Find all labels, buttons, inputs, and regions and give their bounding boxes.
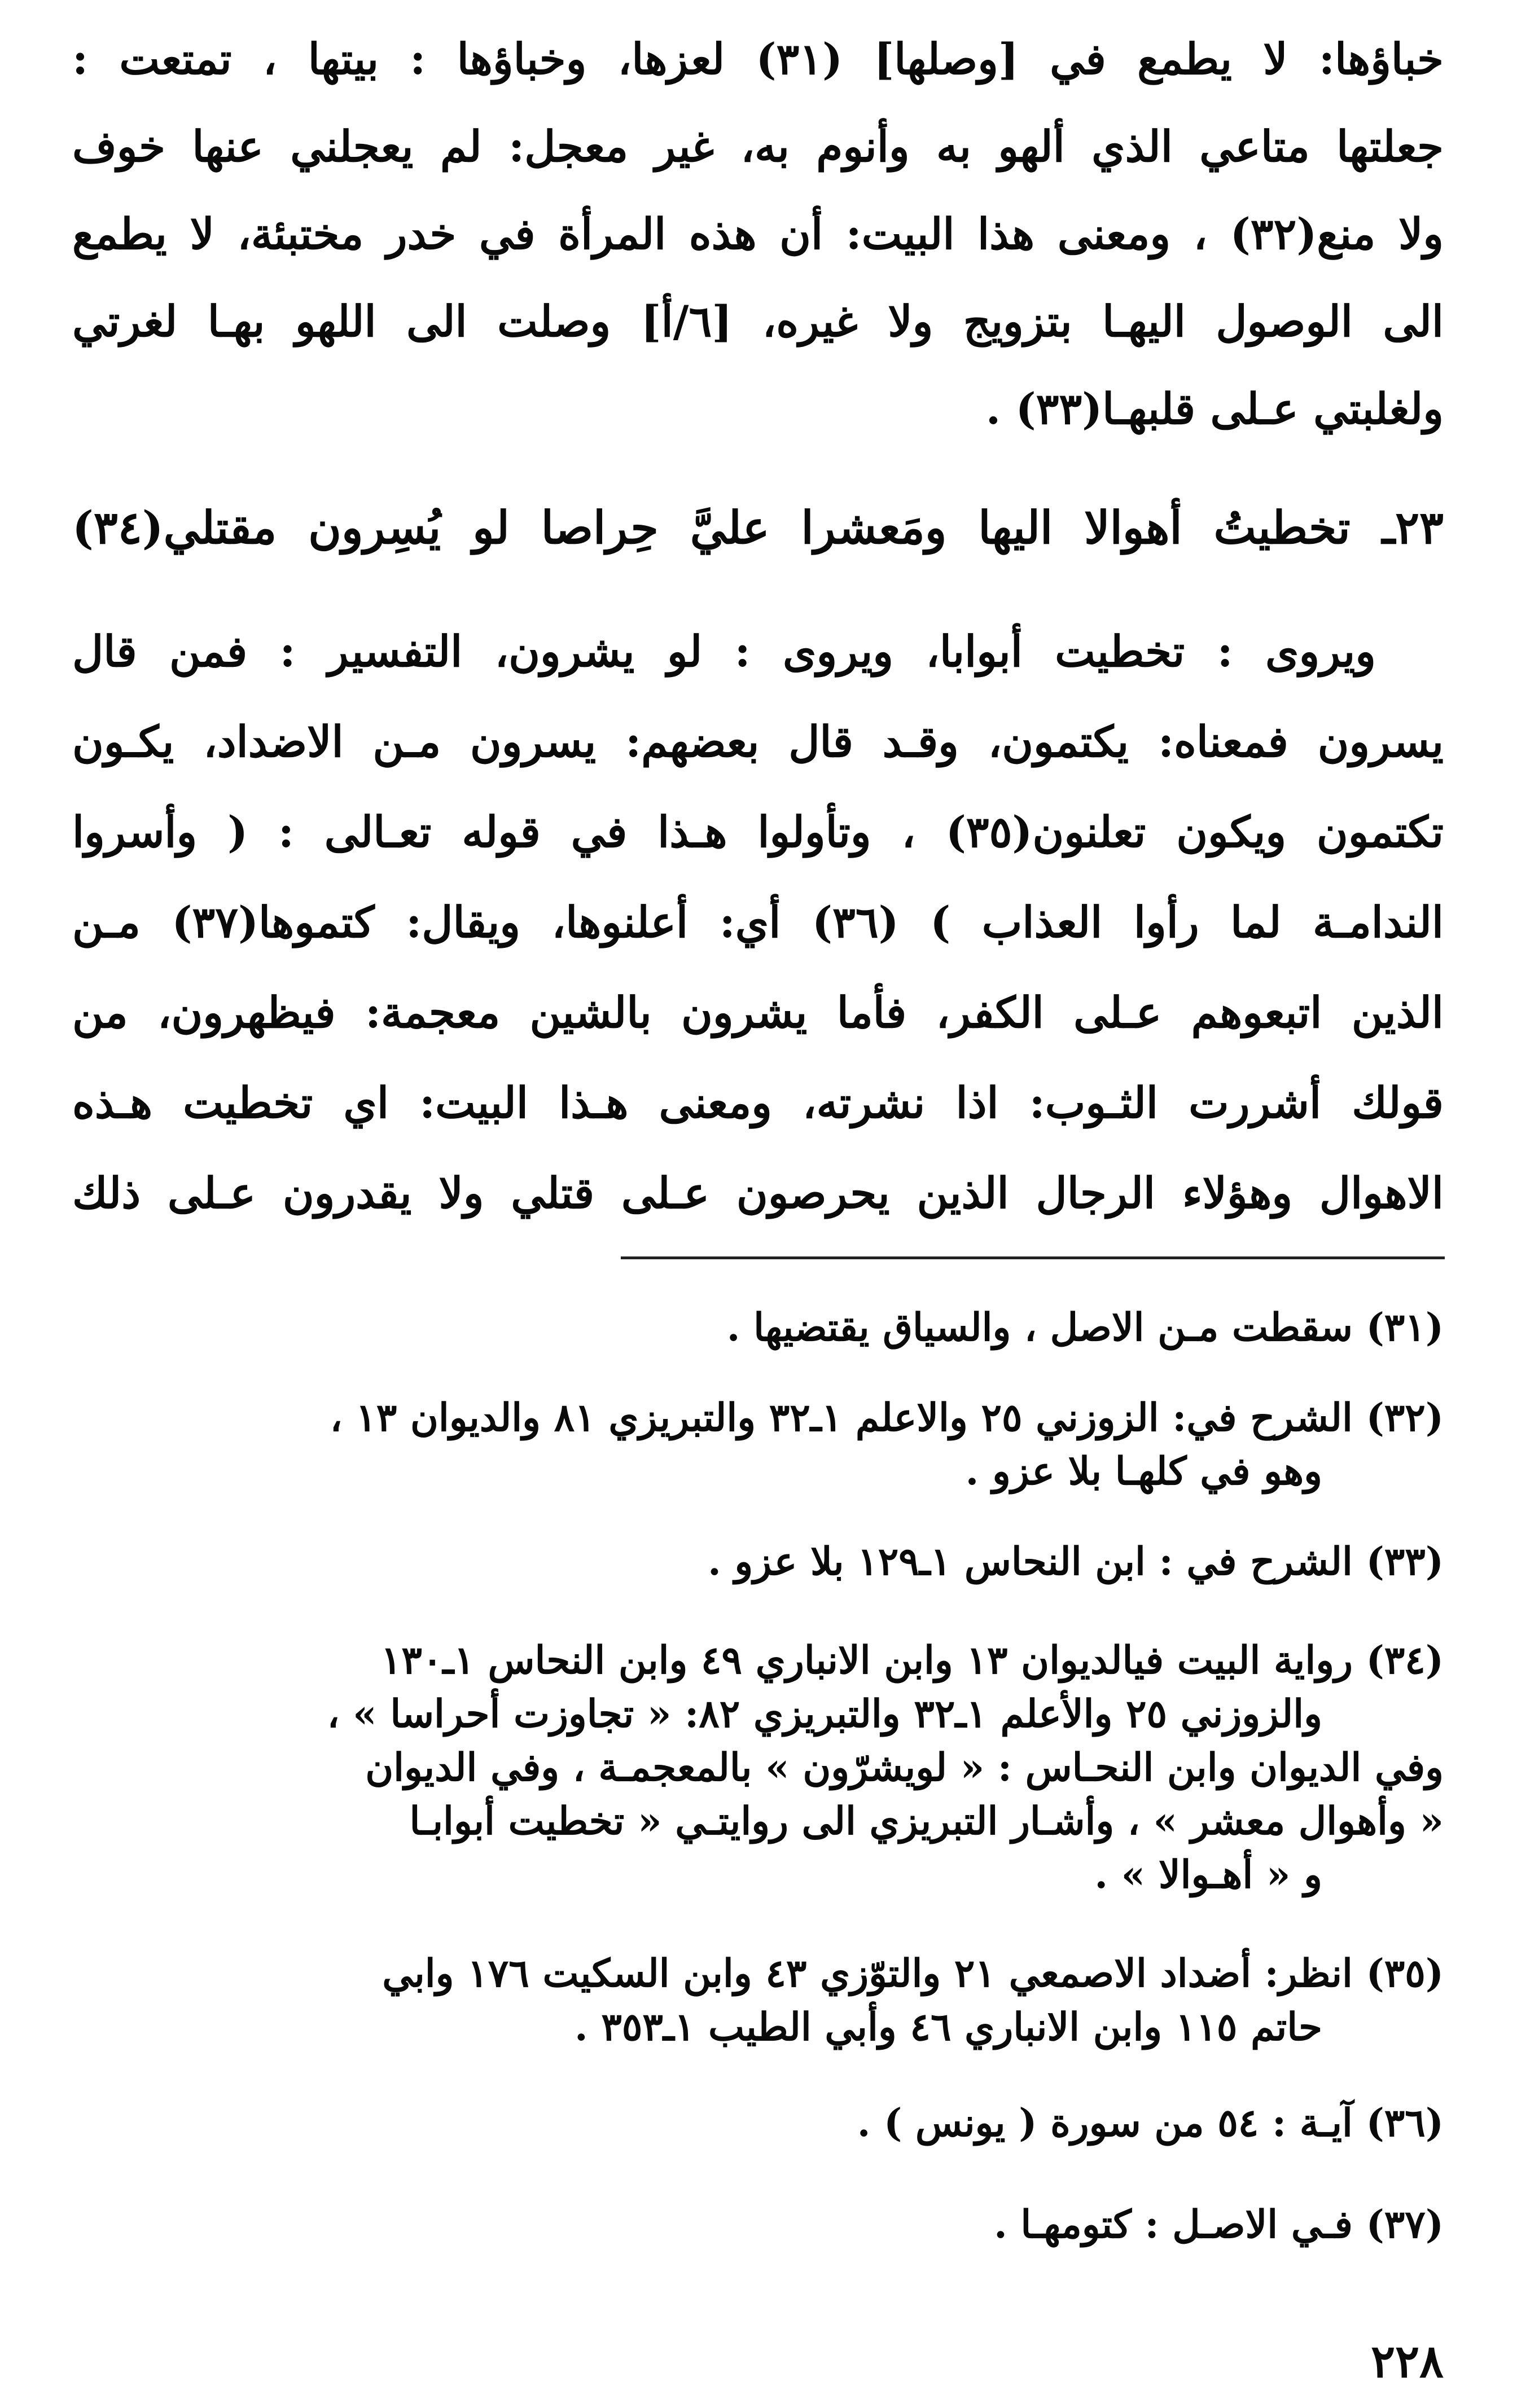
body-line: تكتمون ويكون تعلنون(٣٥) ، وتأولوا هـذا في قوله تعـالى : ( وأسروا bbox=[72, 807, 1444, 857]
body-line: ويروى : تخطيت أبوابا، ويروى : لو يشرون، التفسير : فمن قال bbox=[72, 626, 1376, 676]
footnote-34-continuation: « وأهوال معشر » ، وأشـار التبريزي الى روايتـي « تخطيت أبوابـا bbox=[409, 1799, 1444, 1844]
body-line: ولا منع(٣٢) ، ومعنى هذا البيت: أن هذه المرأة في خدر مختبئة، لا يطمع bbox=[72, 209, 1444, 259]
verse-line: ٢٣ـ تخطيتُ أهوالا اليها ومَعشرا عليَّ حِراصا لو يُسِرون مقتلي(٣٤) bbox=[72, 501, 1444, 554]
footnote-33: (٣٣) الشرح في : ابن النحاس ١ـ١٢٩ بلا عزو . bbox=[708, 1539, 1444, 1584]
body-line: الذين اتبعوهم عـلى الكفر، فأما يشرون بالشين معجمة: فيظهرون، من bbox=[72, 987, 1444, 1038]
footnote-32-continuation: وهو في كلهـا بلا عزو . bbox=[965, 1449, 1322, 1494]
footnote-32: (٣٢) الشرح في: الزوزني ٢٥ والاعلم ١ـ٣٢ والتبريزي ٨١ والديوان ١٣ ، bbox=[330, 1395, 1444, 1440]
footnote-separator bbox=[621, 1256, 1445, 1259]
body-line: الندامـة لما رأوا العذاب ) (٣٦) أي: أعلنوها، ويقال: كتموها(٣٧) مـن bbox=[72, 897, 1444, 947]
body-line: جعلتها متاعي الذي ألهو به وأنوم به، غير معجل: لم يعجلني عنها خوف bbox=[72, 121, 1444, 172]
footnote-36: (٣٦) آيـة : ٥٤ من سورة ( يونس ) . bbox=[857, 2101, 1444, 2146]
footnote-34-continuation: و « أهـوالا » . bbox=[1094, 1852, 1322, 1897]
body-line: قولك أشررت الثـوب: اذا نشرته، ومعنى هـذا البيت: اي تخطيت هـذه bbox=[72, 1078, 1444, 1128]
body-line: يسرون فمعناه: يكتمون، وقـد قال بعضهم: يسرون مـن الاضداد، يكـون bbox=[72, 717, 1444, 767]
footnote-37: (٣٧) فـي الاصـل : كتومهـا . bbox=[994, 2202, 1444, 2247]
footnote-35-continuation: حاتم ١١٥ وابن الانباري ٤٦ وأبي الطيب ١ـ٣٥٣ . bbox=[574, 2005, 1322, 2050]
body-line: الى الوصول اليهـا بتزويج ولا غيره، [٦/أ] وصلت الى اللهو بهـا لغرتي bbox=[72, 296, 1444, 346]
footnote-31: (٣١) سقطت مـن الاصل ، والسياق يقتضيها . bbox=[726, 1305, 1444, 1350]
body-line: خباؤها: لا يطمع في [وصلها] (٣١) لعزها، وخباؤها : بيتها ، تمتعت : bbox=[72, 34, 1444, 84]
page-number: ٢٢٨ bbox=[1371, 2335, 1444, 2388]
body-line: الاهوال وهؤلاء الرجال الذين يحرصون عـلى قتلي ولا يقدرون عـلى ذلك bbox=[72, 1168, 1444, 1218]
footnote-34-continuation: وفي الديوان وابن النحـاس : « لويشرّون » بالمعجمـة ، وفي الديوان bbox=[365, 1745, 1444, 1790]
footnote-34: (٣٤) رواية البيت فيالديوان ١٣ وابن الانباري ٤٩ وابن النحاس ١ـ١٣٠ bbox=[380, 1638, 1444, 1683]
footnote-34-continuation: والزوزني ٢٥ والأعلم ١ـ٣٢ والتبريزي ٨٢: « تجاوزت أحراسا » ، bbox=[327, 1691, 1322, 1737]
body-line: ولغلبتي عـلى قلبهـا(٣٣) . bbox=[985, 384, 1444, 434]
footnote-35: (٣٥) انظر: أضداد الاصمعي ٢١ والتوّزي ٤٣ وابن السكيت ١٧٦ وابي bbox=[382, 1951, 1444, 1996]
